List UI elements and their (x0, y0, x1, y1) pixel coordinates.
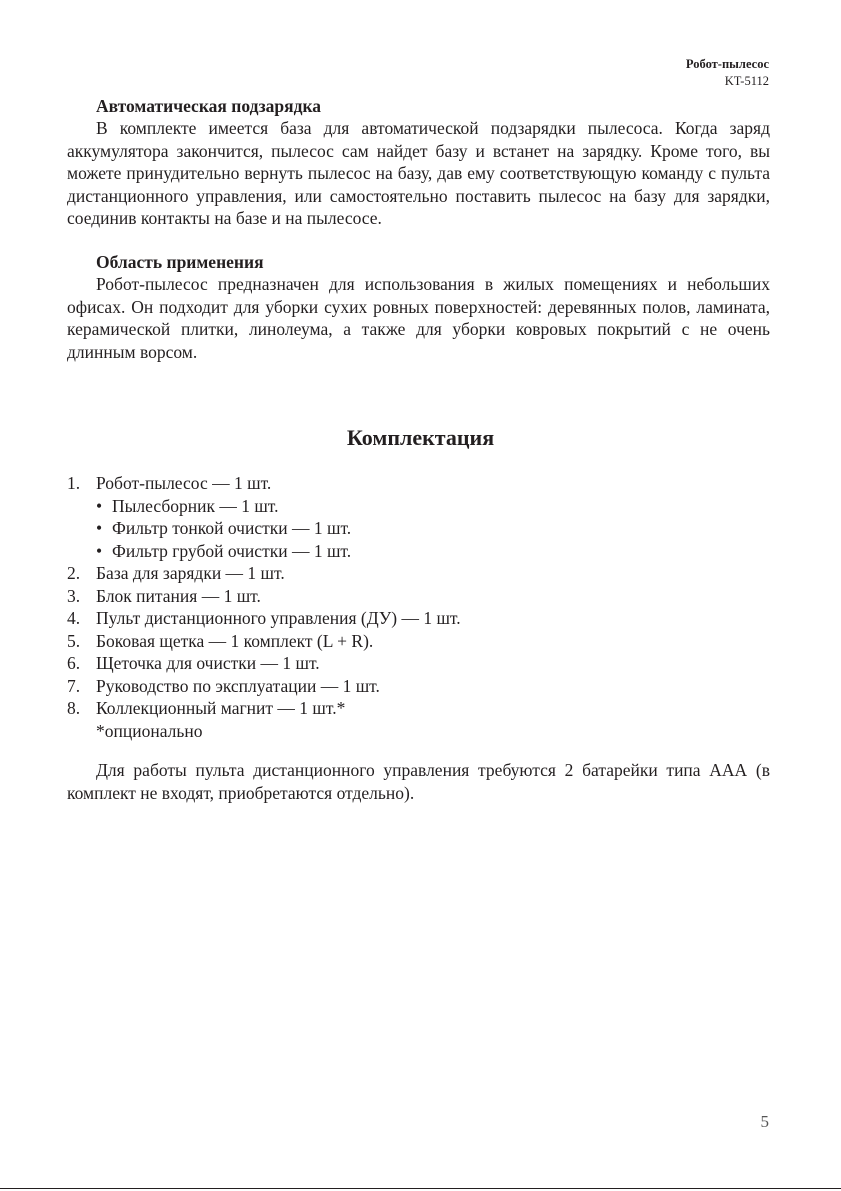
list-item (67, 472, 770, 495)
list-item-number: 5. (67, 630, 81, 651)
list-item-text: Боковая щетка — 1 комплект (L + R). (96, 630, 374, 651)
sub-list-item-text: Фильтр грубой очистки — 1 шт. (112, 540, 352, 561)
list-item-number: 1. (67, 473, 81, 493)
paragraph-auto-charging: В комплекте имеется база для автоматической подзарядки пылесоса. Когда заряд аккумулятора закончится, пылесос сам найдет базу и встанет на зарядку. Кроме того, вы можете принудительно вернуть пылесос на базу, дав ему соответствующую команду с пульта дистанционного управления, или самостоятельно поставить пылесос на базу для зарядки, соединив контакты на базе и на пылесосе. (67, 118, 770, 228)
header-model: KT-5112 (724, 74, 769, 88)
section-auto-charging (67, 95, 770, 230)
list-item-number: 2. (67, 563, 81, 583)
list-item-number: 7. (67, 675, 81, 696)
list-item-number: 8. (67, 698, 81, 718)
paragraph-application-area: Робот-пылесос предназначен для использования в жилых помещениях и небольших офисах. Он подходит для уборки сухих ровных поверхностей: деревянных полов, ламината, керамической плитки, линолеума, а также для уборки ковровых покрытий с не очень длинным ворсом. (67, 274, 770, 362)
list-item (67, 562, 770, 585)
page-number: 5 (760, 1112, 769, 1131)
list-item-text: Пульт дистанционного управления (ДУ) — 1 шт. (96, 608, 461, 628)
list-item (67, 585, 770, 608)
page-header (686, 56, 769, 90)
list-item-text: Блок питания — 1 шт. (96, 585, 261, 606)
sub-list-item (67, 495, 770, 518)
kit-list (67, 472, 770, 742)
list-item-text: Коллекционный магнит — 1 шт.* (96, 698, 346, 718)
header-title: Робот-пылесос (685, 57, 769, 71)
section-application-area (67, 251, 770, 363)
list-item-number: 4. (67, 608, 81, 628)
list-item (67, 607, 770, 630)
section-battery-note (67, 759, 770, 804)
list-item (67, 675, 770, 698)
bullet-icon: • (96, 518, 103, 538)
list-item-number: 6. (67, 653, 81, 673)
list-item-text: Робот-пылесос — 1 шт. (96, 473, 272, 493)
optional-note: *опционально (96, 720, 203, 741)
bottom-rule (0, 1188, 841, 1189)
sub-list-item-text: Фильтр тонкой очистки — 1 шт. (112, 518, 352, 538)
list-item (67, 697, 770, 720)
section-heading-application-area: Область применения (96, 252, 264, 272)
sub-list-item-text: Пылесборник — 1 шт. (112, 495, 279, 516)
list-item-text: Щеточка для очистки — 1 шт. (96, 653, 320, 673)
list-item-text: Руководство по эксплуатации — 1 шт. (96, 675, 380, 696)
list-item (67, 630, 770, 653)
bullet-icon: • (96, 540, 103, 561)
sub-list-item (67, 540, 770, 563)
list-item-text: База для зарядки — 1 шт. (96, 563, 285, 583)
paragraph-battery-note: Для работы пульта дистанционного управления требуются 2 батарейки типа ААА (в комплект не входят, приобретаются отдельно). (67, 760, 770, 803)
sub-list-item (67, 517, 770, 540)
section-heading-auto-charging: Автоматическая подзарядка (96, 96, 322, 116)
list-item-number: 3. (67, 585, 81, 606)
list-item (67, 652, 770, 675)
kit-title: Комплектация (346, 425, 495, 450)
bullet-icon: • (96, 495, 103, 516)
